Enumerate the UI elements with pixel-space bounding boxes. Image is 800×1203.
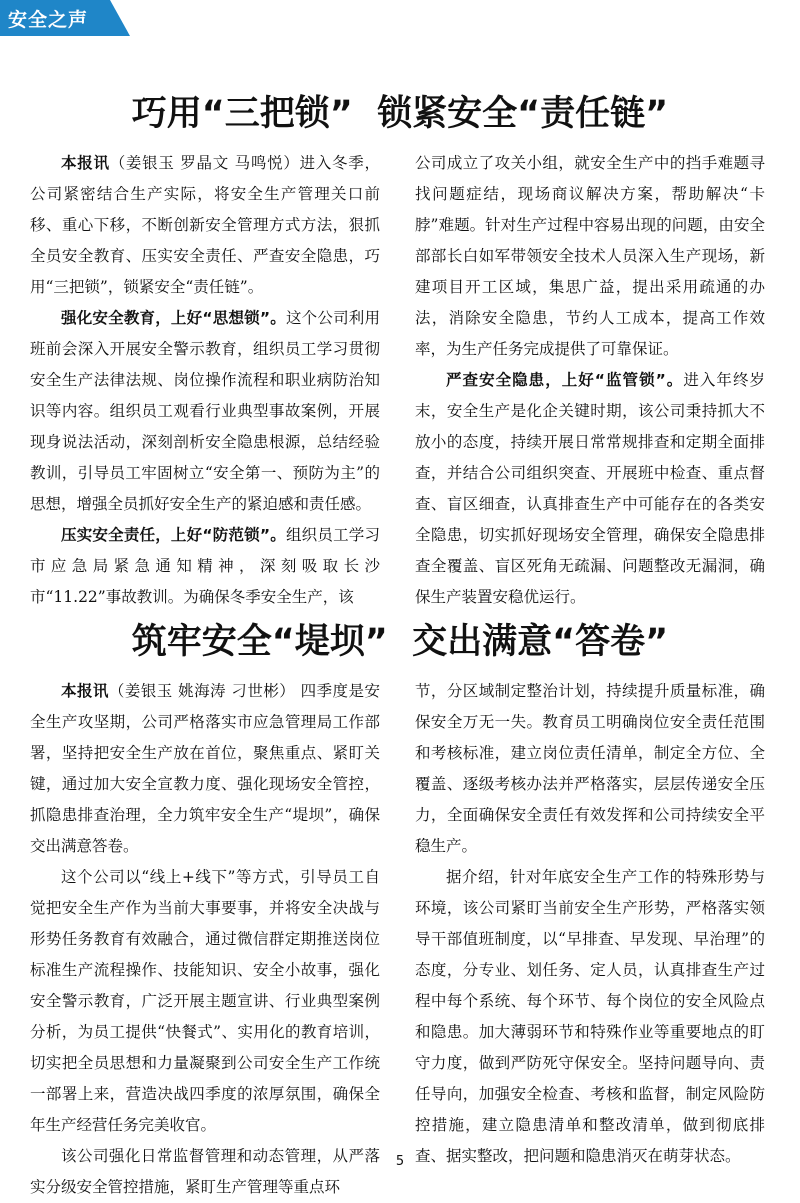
paragraph-text: 节，分区域制定整治计划，持续提升质量标准，确保安全万无一失。教育员工明确岗位安全责任范围和考核标准，建立岗位责任清单，制定全方位、全覆盖、逐级考核办法并严格落实，层层传递安全压力，全面确保安全责任有效发挥和公司持续安全平稳生产。: [415, 682, 765, 855]
article1-left-column: [30, 148, 380, 613]
article2-paragraph: [415, 676, 765, 862]
article2-paragraph: [30, 1141, 380, 1203]
paragraph-lead: 本报讯: [61, 154, 110, 172]
page-number: 5: [395, 1154, 405, 1169]
article2-title: 筑牢安全“堤坝” 交出满意“答卷”: [131, 622, 669, 662]
article2-paragraph: [30, 862, 380, 1141]
paragraph-text: 组织员工学习市应急局紧急通知精神，深刻吸取长沙市“11.22”事故教训。为确保冬季安全生产，该: [30, 526, 380, 606]
article1-title: 巧用“三把锁” 锁紧安全“责任链”: [131, 94, 669, 134]
paragraph-text: 公司成立了攻关小组，就安全生产中的挡手难题寻找问题症结，现场商议解决方案，帮助解决“卡脖”难题。针对生产过程中容易出现的问题，由安全部部长白如军带领安全技术人员深入生产现场，新建项目开工区域，集思广益，提出采用疏通的办法，消除安全隐患，节约人工成本，提高工作效率，为生产任务完成提供了可靠保证。: [415, 154, 765, 358]
paragraph-text: 这个公司以“线上+线下”等方式，引导员工自觉把安全生产作为当前大事要事，并将安全决战与形势任务教育有效融合，通过微信群定期推送岗位标准生产流程操作、技能知识、安全小故事，强化安全警示教育，广泛开展主题宣讲、行业典型案例分析，为员工提供“快餐式”、实用化的教育培训，切实把全员思想和力量凝聚到公司安全生产工作统一部署上来，营造决战四季度的浓厚氛围，确保全年生产经营任务完美收官。: [30, 868, 380, 1134]
paragraph-lead: 严查安全隐患，上好“监管锁”。: [446, 371, 684, 389]
paragraph-text: （姜银玉 罗晶文 马鸣悦）进入冬季，公司紧密结合生产实际，将安全生产管理关口前移、重心下移，不断创新安全管理方式方法，狠抓全员安全教育、压实安全责任、严查安全隐患，巧用“三把锁”，锁紧安全“责任链”。: [30, 154, 380, 296]
article1-paragraph: [415, 365, 765, 613]
paragraph-text: 进入年终岁末，安全生产是化企关键时期，该公司秉持抓大不放小的态度，持续开展日常常规排查和定期全面排查，并结合公司组织突查、开展班中检查、重点督查、盲区细查，认真排查生产中可能存在的各类安全隐患，切实抓好现场安全管理，确保安全隐患排查全覆盖、盲区死角无疏漏、问题整改无漏洞，确保生产装置安稳优运行。: [415, 371, 765, 606]
article1-paragraph: [415, 148, 765, 365]
article2-paragraph: [30, 676, 380, 862]
paragraph-text: 该公司强化日常监督管理和动态管理，从严落实分级安全管控措施，紧盯生产管理等重点环: [30, 1147, 380, 1196]
paragraph-lead: 本报讯: [61, 682, 109, 700]
article2-right-column: [415, 676, 765, 1172]
article1-paragraph: [30, 303, 380, 520]
article1-paragraph: [30, 520, 380, 613]
article1-paragraph: [30, 148, 380, 303]
paragraph-text: （姜银玉 姚海涛 刁世彬） 四季度是安全生产攻坚期，公司严格落实市应急管理局工作部署，坚持把安全生产放在首位，聚焦重点、紧盯关键，通过加大安全宣教力度、强化现场安全管控，抓隐患排查治理，全力筑牢安全生产“堤坝”，确保交出满意答卷。: [30, 682, 380, 855]
article1-right-column: [415, 148, 765, 613]
section-tab-label: 安全之声: [8, 9, 89, 31]
paragraph-lead: 压实安全责任，上好“防范锁”。: [61, 526, 286, 544]
article2-left-column: [30, 676, 380, 1203]
paragraph-text: 据介绍，针对年底安全生产工作的特殊形势与环境，该公司紧盯当前安全生产形势，严格落实领导干部值班制度，以“早排查、早发现、早治理”的态度，分专业、划任务、定人员，认真排查生产过程中每个系统、每个环节、每个岗位的安全风险点和隐患。加大薄弱环节和特殊作业等重要地点的盯守力度，做到严防死守保安全。坚持问题导向、责任导向，加强安全检查、考核和监督，制定风险防控措施，建立隐患清单和整改清单，做到彻底排查、据实整改，把问题和隐患消灭在萌芽状态。: [415, 868, 765, 1165]
paragraph-lead: 强化安全教育，上好“思想锁”。: [61, 309, 286, 327]
paragraph-text: 这个公司利用班前会深入开展安全警示教育，组织员工学习贯彻安全生产法律法规、岗位操作流程和职业病防治知识等内容。组织员工观看行业典型事故案例，开展现身说法活动，深刻剖析安全隐患根源，总结经验教训，引导员工牢固树立“安全第一、预防为主”的思想，增强全员抓好安全生产的紧迫感和责任感。: [30, 309, 380, 513]
article2-paragraph: [415, 862, 765, 1172]
